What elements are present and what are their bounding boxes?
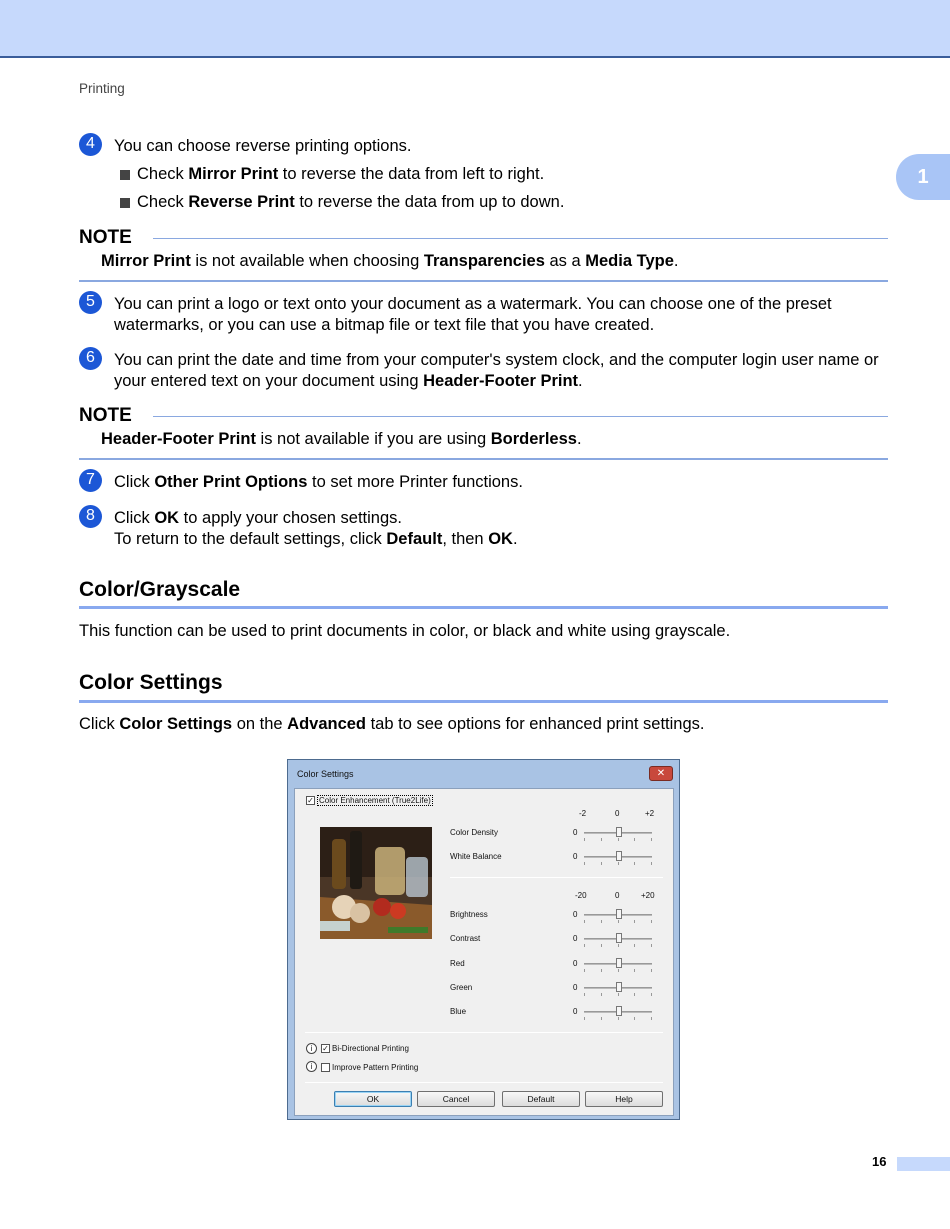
dialog-title: Color Settings — [297, 769, 354, 779]
note-title: NOTE — [79, 227, 132, 248]
slider-label-brightness: Brightness — [450, 910, 488, 919]
scale-mid: 0 — [615, 809, 620, 818]
contrast-slider[interactable] — [584, 933, 652, 945]
section-heading-grayscale: Color/Grayscale — [79, 578, 241, 601]
step-number: 8 — [79, 505, 102, 528]
slider-value: 0 — [573, 934, 578, 943]
red-slider[interactable] — [584, 958, 652, 970]
step-text: Click OK to apply your chosen settings. To return to the default settings, click Default, then OK. — [114, 509, 518, 548]
grayscale-paragraph: This function can be used to print documents in color, or black and white using grayscale. — [79, 622, 731, 640]
step-4 — [79, 136, 889, 157]
scale-max: +20 — [641, 891, 655, 900]
step-number: 4 — [79, 133, 102, 156]
step-7 — [79, 472, 889, 493]
slider-value: 0 — [573, 828, 578, 837]
note-body: Mirror Print is not available when choosing Transparencies as a Media Type. — [101, 252, 679, 270]
slider-value: 0 — [573, 910, 578, 919]
improve-pattern-label: Improve Pattern Printing — [332, 1063, 419, 1072]
dialog-client-area — [294, 788, 674, 1116]
bullet-square-icon — [120, 198, 130, 208]
help-button[interactable]: Help — [585, 1091, 663, 1107]
footer-band — [897, 1157, 950, 1171]
slider-label-contrast: Contrast — [450, 934, 481, 943]
bullet-reverse-print: Check Reverse Print to reverse the data from up to down. — [120, 193, 564, 212]
step-number: 7 — [79, 469, 102, 492]
blue-slider[interactable] — [584, 1006, 652, 1018]
step-text: Click Other Print Options to set more Printer functions. — [114, 473, 523, 491]
slider-label-white-balance: White Balance — [450, 852, 502, 861]
note-body: Header-Footer Print is not available if you are using Borderless. — [101, 430, 582, 448]
brightness-slider[interactable] — [584, 909, 652, 921]
slider-value: 0 — [573, 852, 578, 861]
slider-value: 0 — [573, 1007, 578, 1016]
info-icon: i — [306, 1043, 317, 1054]
info-icon: i — [306, 1061, 317, 1072]
ok-button[interactable]: OK — [334, 1091, 412, 1107]
preview-photo — [320, 827, 432, 939]
improve-pattern-checkbox[interactable] — [321, 1063, 330, 1072]
note-divider — [79, 280, 888, 282]
section-heading-color-settings: Color Settings — [79, 671, 223, 694]
step-number: 6 — [79, 347, 102, 370]
separator — [305, 1082, 663, 1083]
step-text: You can print a logo or text onto your document as a watermark. You can choose one of the preset watermarks, or you can use a bitmap file or text file that you have created. — [114, 295, 832, 334]
running-head: Printing — [79, 81, 125, 96]
note-rule — [153, 238, 888, 239]
step-text: You can print the date and time from your computer's system clock, and the computer login user name or your entered text on your document using Header-Footer Print. — [114, 351, 879, 390]
scale-min: -20 — [575, 891, 587, 900]
color-settings-paragraph: Click Color Settings on the Advanced tab to see options for enhanced print settings. — [79, 715, 705, 733]
separator — [305, 1032, 663, 1033]
slider-value: 0 — [573, 983, 578, 992]
scale-max: +2 — [645, 809, 655, 818]
note-rule — [153, 416, 888, 417]
bullet-square-icon — [120, 170, 130, 180]
scale-mid: 0 — [615, 891, 620, 900]
header-band — [0, 0, 950, 58]
color-enhancement-checkbox[interactable]: ✓ — [307, 796, 314, 805]
bidirectional-label: Bi-Directional Printing — [332, 1044, 409, 1053]
color-settings-dialog — [287, 759, 680, 1120]
step-5 — [79, 294, 889, 335]
white-balance-slider[interactable] — [584, 851, 652, 863]
color-density-slider[interactable] — [584, 827, 652, 839]
bullet-mirror-print: Check Mirror Print to reverse the data from left to right. — [120, 165, 544, 184]
slider-label-color-density: Color Density — [450, 828, 499, 837]
note-title: NOTE — [79, 405, 132, 426]
slider-label-red: Red — [450, 959, 465, 968]
step-6 — [79, 350, 889, 391]
cancel-button[interactable]: Cancel — [417, 1091, 495, 1107]
slider-value: 0 — [573, 959, 578, 968]
scale-min: -2 — [579, 809, 587, 818]
step-number: 5 — [79, 291, 102, 314]
step-text: You can choose reverse printing options. — [114, 137, 412, 155]
page-number: 16 — [872, 1154, 887, 1169]
separator — [450, 877, 663, 878]
note-divider — [79, 458, 888, 460]
chapter-tab: 1 — [896, 154, 950, 200]
step-8 — [79, 508, 889, 549]
green-slider[interactable] — [584, 982, 652, 994]
section-rule — [79, 606, 888, 609]
slider-label-green: Green — [450, 983, 473, 992]
default-button[interactable]: Default — [502, 1091, 580, 1107]
section-rule — [79, 700, 888, 703]
color-enhancement-label: Color Enhancement (True2Life) — [319, 796, 431, 805]
close-icon[interactable]: ✕ — [649, 766, 673, 781]
slider-label-blue: Blue — [450, 1007, 467, 1016]
bidirectional-checkbox[interactable]: ✓ — [322, 1044, 329, 1053]
